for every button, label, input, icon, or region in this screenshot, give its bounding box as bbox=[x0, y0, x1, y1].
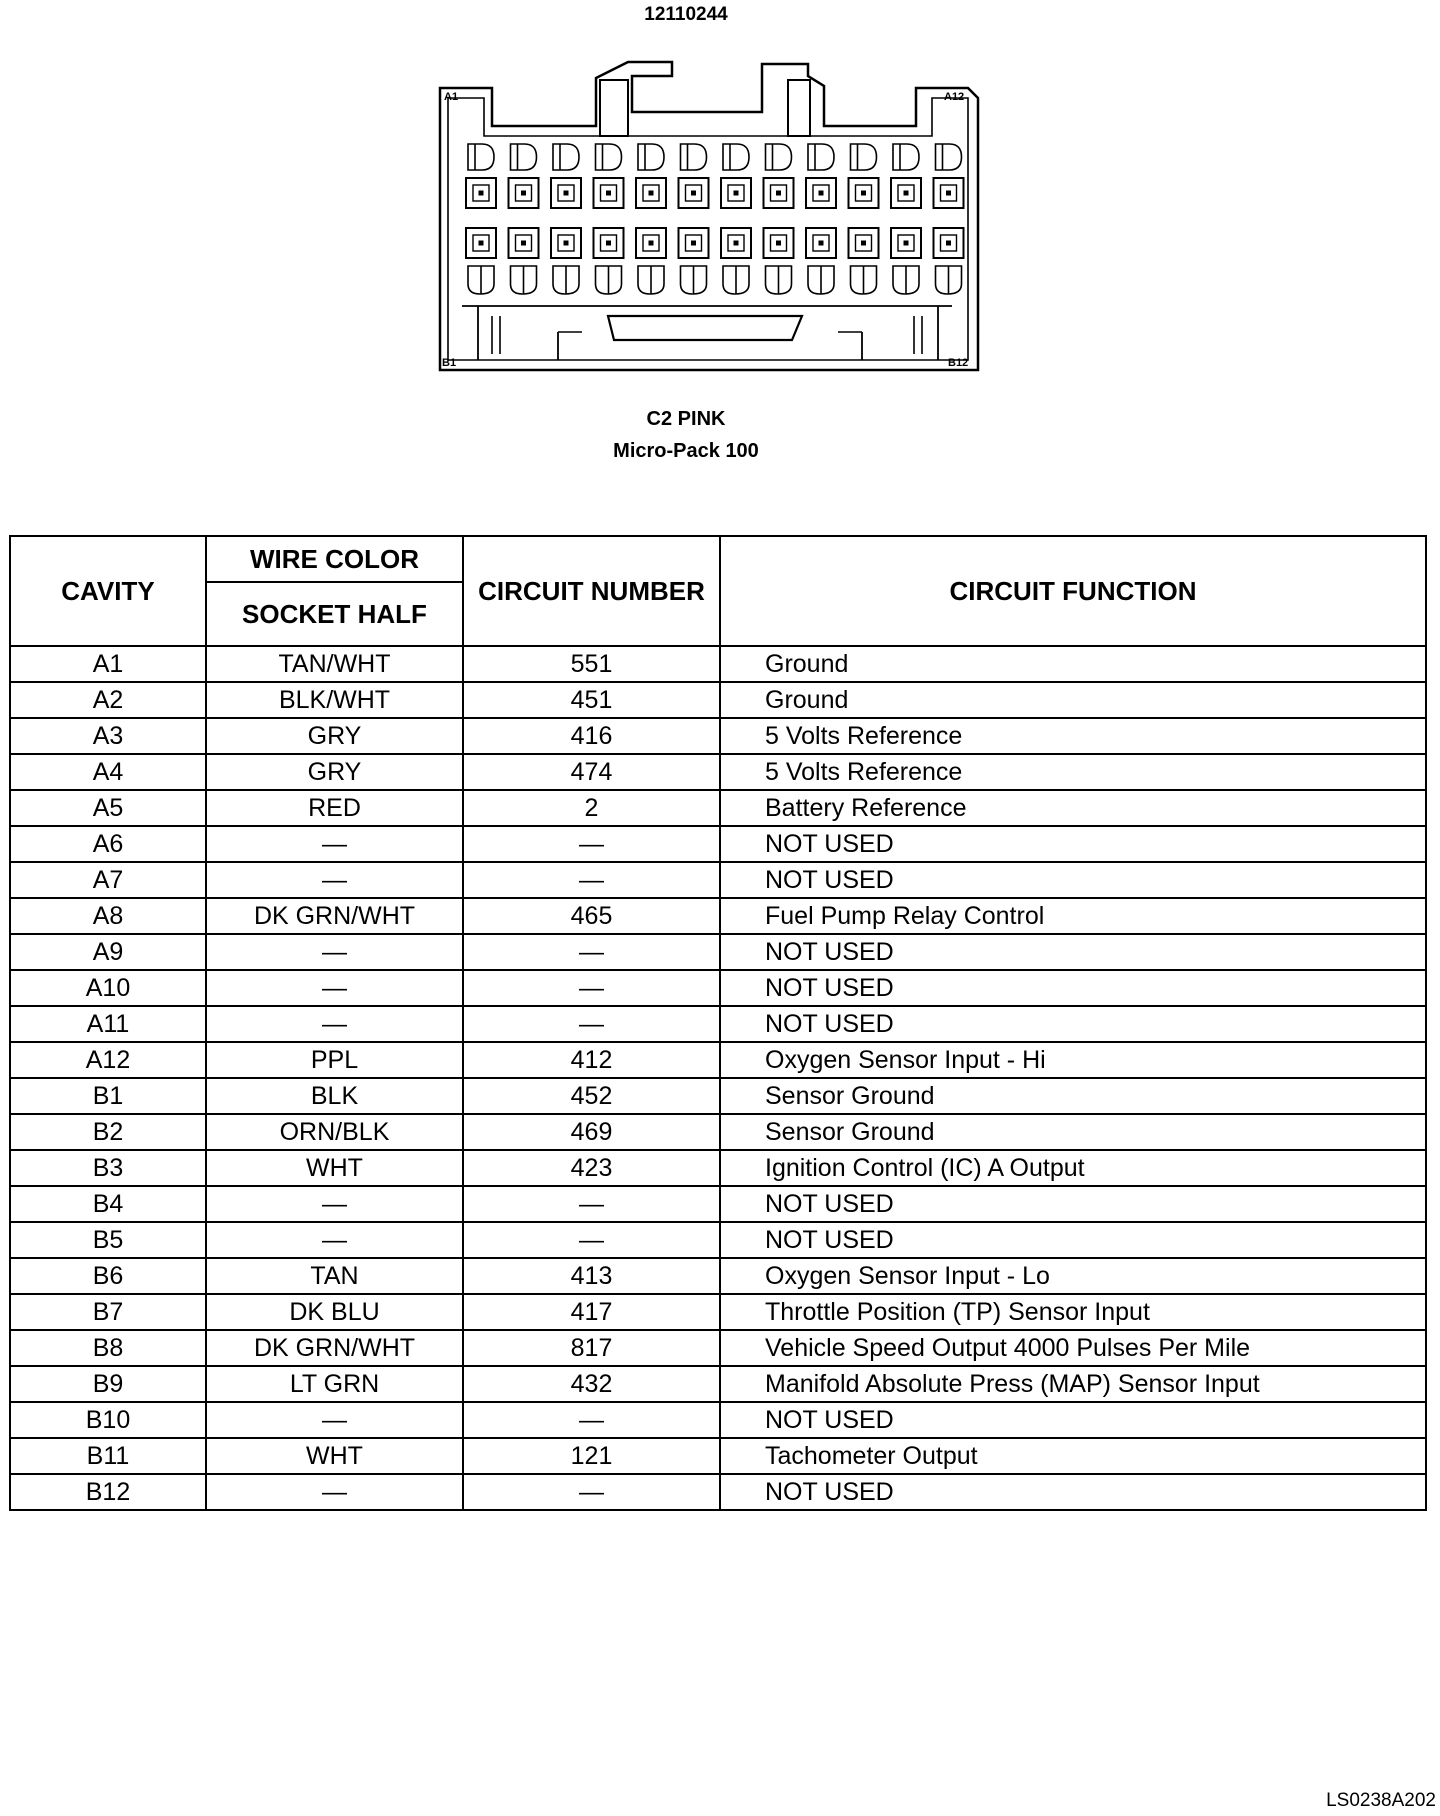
cavity-pin-a bbox=[734, 191, 738, 195]
cavity-pin-a bbox=[479, 191, 483, 195]
cavity-slot-top bbox=[553, 144, 579, 170]
header-circuit-number: CIRCUIT NUMBER bbox=[463, 536, 720, 646]
cell-circuit-number: — bbox=[463, 970, 720, 1006]
cell-circuit-number: — bbox=[463, 1222, 720, 1258]
cell-cavity: A12 bbox=[10, 1042, 206, 1078]
cell-cavity: A2 bbox=[10, 682, 206, 718]
cavity-slot-bottom bbox=[468, 266, 494, 294]
cell-circuit-function: 5 Volts Reference bbox=[720, 718, 1426, 754]
cavity-pin-a bbox=[777, 191, 781, 195]
cell-circuit-function: Tachometer Output bbox=[720, 1438, 1426, 1474]
cavity-pin-b bbox=[692, 241, 696, 245]
part-number: 12110244 bbox=[644, 4, 728, 25]
cell-circuit-function: Ground bbox=[720, 682, 1426, 718]
table-row bbox=[10, 682, 1426, 718]
cell-circuit-number: — bbox=[463, 862, 720, 898]
cell-wire-color: — bbox=[206, 1006, 463, 1042]
table-row bbox=[10, 646, 1426, 682]
table-row bbox=[10, 718, 1426, 754]
cell-cavity: B9 bbox=[10, 1366, 206, 1402]
cavity-pin-a bbox=[607, 191, 611, 195]
header-cavity: CAVITY bbox=[10, 536, 206, 646]
table-row bbox=[10, 1042, 1426, 1078]
cell-cavity: A5 bbox=[10, 790, 206, 826]
cell-circuit-number: 417 bbox=[463, 1294, 720, 1330]
cell-wire-color: DK GRN/WHT bbox=[206, 898, 463, 934]
cell-wire-color: PPL bbox=[206, 1042, 463, 1078]
table-row bbox=[10, 1366, 1426, 1402]
table-row bbox=[10, 790, 1426, 826]
cavity-grid bbox=[466, 144, 964, 294]
label-b12: B12 bbox=[948, 357, 969, 369]
cell-cavity: B4 bbox=[10, 1186, 206, 1222]
cavity-slot-bottom bbox=[766, 266, 792, 294]
table-row bbox=[10, 862, 1426, 898]
cell-cavity: B1 bbox=[10, 1078, 206, 1114]
cell-circuit-number: 412 bbox=[463, 1042, 720, 1078]
table-row bbox=[10, 754, 1426, 790]
cell-cavity: A11 bbox=[10, 1006, 206, 1042]
table-row bbox=[10, 1078, 1426, 1114]
cell-wire-color: GRY bbox=[206, 718, 463, 754]
cell-circuit-number: — bbox=[463, 826, 720, 862]
cell-circuit-number: 469 bbox=[463, 1114, 720, 1150]
connector-face-diagram bbox=[432, 54, 988, 376]
cavity-pin-a bbox=[649, 191, 653, 195]
cavity-slot-bottom bbox=[553, 266, 579, 294]
cavity-slot-bottom bbox=[893, 266, 919, 294]
cell-wire-color: ORN/BLK bbox=[206, 1114, 463, 1150]
cell-circuit-number: 817 bbox=[463, 1330, 720, 1366]
cavity-pin-b bbox=[777, 241, 781, 245]
cavity-pin-b bbox=[947, 241, 951, 245]
cavity-slot-top bbox=[511, 144, 537, 170]
cell-circuit-number: — bbox=[463, 934, 720, 970]
table-row bbox=[10, 1330, 1426, 1366]
cell-circuit-number: 423 bbox=[463, 1150, 720, 1186]
cavity-slot-top bbox=[893, 144, 919, 170]
cell-wire-color: — bbox=[206, 1186, 463, 1222]
cell-cavity: B7 bbox=[10, 1294, 206, 1330]
cell-circuit-function: NOT USED bbox=[720, 1222, 1426, 1258]
label-a12: A12 bbox=[944, 91, 965, 103]
cavity-pin-b bbox=[479, 241, 483, 245]
cell-cavity: B11 bbox=[10, 1438, 206, 1474]
cavity-slot-bottom bbox=[681, 266, 707, 294]
cell-circuit-number: — bbox=[463, 1474, 720, 1510]
label-b1: B1 bbox=[442, 357, 457, 369]
cell-circuit-function: NOT USED bbox=[720, 970, 1426, 1006]
cell-circuit-function: Oxygen Sensor Input - Hi bbox=[720, 1042, 1426, 1078]
cell-cavity: A7 bbox=[10, 862, 206, 898]
reference-code: LS0238A202 bbox=[1326, 1790, 1436, 1811]
cell-cavity: B10 bbox=[10, 1402, 206, 1438]
table-row bbox=[10, 970, 1426, 1006]
cavity-pin-b bbox=[734, 241, 738, 245]
cavity-slot-bottom bbox=[511, 266, 537, 294]
cavity-pin-b bbox=[564, 241, 568, 245]
cell-circuit-number: — bbox=[463, 1186, 720, 1222]
cavity-slot-bottom bbox=[808, 266, 834, 294]
cavity-slot-top bbox=[681, 144, 707, 170]
cavity-slot-top bbox=[638, 144, 664, 170]
connector-type: Micro-Pack 100 bbox=[613, 440, 759, 462]
cavity-pin-a bbox=[904, 191, 908, 195]
cell-wire-color: TAN bbox=[206, 1258, 463, 1294]
cell-circuit-function: Battery Reference bbox=[720, 790, 1426, 826]
cell-circuit-number: 413 bbox=[463, 1258, 720, 1294]
cavity-pin-b bbox=[819, 241, 823, 245]
right-bottom-bracket bbox=[838, 316, 922, 354]
table-row bbox=[10, 1402, 1426, 1438]
cavity-pin-a bbox=[692, 191, 696, 195]
cell-wire-color: — bbox=[206, 934, 463, 970]
cavity-pin-a bbox=[564, 191, 568, 195]
table-row bbox=[10, 1294, 1426, 1330]
cell-cavity: B6 bbox=[10, 1258, 206, 1294]
table-row bbox=[10, 1006, 1426, 1042]
cell-wire-color: — bbox=[206, 1474, 463, 1510]
table-row bbox=[10, 1222, 1426, 1258]
cavity-pin-a bbox=[947, 191, 951, 195]
cavity-pin-b bbox=[649, 241, 653, 245]
cell-cavity: B5 bbox=[10, 1222, 206, 1258]
header-wire-color: WIRE COLOR bbox=[206, 536, 463, 582]
cell-circuit-number: 474 bbox=[463, 754, 720, 790]
cell-cavity: B8 bbox=[10, 1330, 206, 1366]
cell-circuit-function: Fuel Pump Relay Control bbox=[720, 898, 1426, 934]
cell-cavity: A8 bbox=[10, 898, 206, 934]
cell-circuit-function: NOT USED bbox=[720, 862, 1426, 898]
cell-wire-color: BLK/WHT bbox=[206, 682, 463, 718]
cell-wire-color: TAN/WHT bbox=[206, 646, 463, 682]
cavity-slot-bottom bbox=[638, 266, 664, 294]
label-a1: A1 bbox=[444, 91, 459, 103]
connector-name: C2 PINK bbox=[646, 408, 726, 430]
cavity-slot-top bbox=[808, 144, 834, 170]
cell-circuit-function: NOT USED bbox=[720, 1186, 1426, 1222]
cell-circuit-function: NOT USED bbox=[720, 934, 1426, 970]
cell-circuit-function: Throttle Position (TP) Sensor Input bbox=[720, 1294, 1426, 1330]
table-row bbox=[10, 934, 1426, 970]
cavity-slot-top bbox=[851, 144, 877, 170]
cell-cavity: A6 bbox=[10, 826, 206, 862]
cavity-slot-bottom bbox=[723, 266, 749, 294]
table-row bbox=[10, 1438, 1426, 1474]
cavity-pin-a bbox=[819, 191, 823, 195]
table-row bbox=[10, 1150, 1426, 1186]
cell-circuit-number: 451 bbox=[463, 682, 720, 718]
cell-wire-color: GRY bbox=[206, 754, 463, 790]
cell-wire-color: WHT bbox=[206, 1150, 463, 1186]
cavity-slot-top bbox=[596, 144, 622, 170]
connector-bottom-frame bbox=[462, 306, 952, 360]
cell-circuit-number: — bbox=[463, 1402, 720, 1438]
left-bottom-bracket bbox=[492, 316, 582, 354]
cell-wire-color: DK BLU bbox=[206, 1294, 463, 1330]
cavity-slot-bottom bbox=[596, 266, 622, 294]
cavity-pin-a bbox=[862, 191, 866, 195]
cell-cavity: A10 bbox=[10, 970, 206, 1006]
cell-circuit-number: 465 bbox=[463, 898, 720, 934]
table-row bbox=[10, 1474, 1426, 1510]
cell-circuit-function: NOT USED bbox=[720, 1474, 1426, 1510]
cavity-slot-bottom bbox=[936, 266, 962, 294]
pinout-table bbox=[9, 535, 1427, 1511]
cell-wire-color: DK GRN/WHT bbox=[206, 1330, 463, 1366]
cell-circuit-function: Sensor Ground bbox=[720, 1078, 1426, 1114]
cell-wire-color: — bbox=[206, 1222, 463, 1258]
table-row bbox=[10, 1114, 1426, 1150]
cavity-slot-top bbox=[936, 144, 962, 170]
cell-wire-color: — bbox=[206, 1402, 463, 1438]
cell-circuit-number: 121 bbox=[463, 1438, 720, 1474]
cell-circuit-number: 2 bbox=[463, 790, 720, 826]
connector-housing-outline bbox=[440, 62, 978, 370]
cell-cavity: A4 bbox=[10, 754, 206, 790]
cavity-pin-b bbox=[522, 241, 526, 245]
cell-circuit-number: — bbox=[463, 1006, 720, 1042]
cavity-pin-b bbox=[904, 241, 908, 245]
cavity-slot-top bbox=[468, 144, 494, 170]
cavity-slot-top bbox=[723, 144, 749, 170]
cell-wire-color: — bbox=[206, 862, 463, 898]
cell-cavity: A1 bbox=[10, 646, 206, 682]
left-latch bbox=[600, 80, 628, 136]
cell-cavity: B3 bbox=[10, 1150, 206, 1186]
cavity-pin-a bbox=[522, 191, 526, 195]
cell-circuit-number: 432 bbox=[463, 1366, 720, 1402]
header-circuit-function: CIRCUIT FUNCTION bbox=[720, 536, 1426, 646]
table-row bbox=[10, 1258, 1426, 1294]
cell-circuit-function: Vehicle Speed Output 4000 Pulses Per Mile bbox=[720, 1330, 1426, 1366]
cell-circuit-function: Oxygen Sensor Input - Lo bbox=[720, 1258, 1426, 1294]
table-row bbox=[10, 1186, 1426, 1222]
header-socket-half: SOCKET HALF bbox=[206, 582, 463, 646]
cavity-pin-b bbox=[607, 241, 611, 245]
cell-wire-color: WHT bbox=[206, 1438, 463, 1474]
cell-circuit-function: NOT USED bbox=[720, 1402, 1426, 1438]
cavity-pin-b bbox=[862, 241, 866, 245]
cell-circuit-function: Sensor Ground bbox=[720, 1114, 1426, 1150]
cell-circuit-function: NOT USED bbox=[720, 1006, 1426, 1042]
cell-cavity: B2 bbox=[10, 1114, 206, 1150]
cell-cavity: A9 bbox=[10, 934, 206, 970]
cell-cavity: A3 bbox=[10, 718, 206, 754]
connector-key-slot bbox=[608, 316, 802, 340]
cell-circuit-number: 551 bbox=[463, 646, 720, 682]
cell-cavity: B12 bbox=[10, 1474, 206, 1510]
cell-circuit-function: Manifold Absolute Press (MAP) Sensor Input bbox=[720, 1366, 1426, 1402]
table-row bbox=[10, 826, 1426, 862]
cell-wire-color: — bbox=[206, 970, 463, 1006]
cell-circuit-function: NOT USED bbox=[720, 826, 1426, 862]
cell-circuit-function: Ground bbox=[720, 646, 1426, 682]
cell-wire-color: RED bbox=[206, 790, 463, 826]
cavity-slot-bottom bbox=[851, 266, 877, 294]
cell-circuit-number: 452 bbox=[463, 1078, 720, 1114]
cell-wire-color: LT GRN bbox=[206, 1366, 463, 1402]
cell-circuit-number: 416 bbox=[463, 718, 720, 754]
cell-circuit-function: 5 Volts Reference bbox=[720, 754, 1426, 790]
table-row bbox=[10, 898, 1426, 934]
cavity-slot-top bbox=[766, 144, 792, 170]
cell-wire-color: BLK bbox=[206, 1078, 463, 1114]
right-latch bbox=[788, 80, 810, 136]
cell-circuit-function: Ignition Control (IC) A Output bbox=[720, 1150, 1426, 1186]
cell-wire-color: — bbox=[206, 826, 463, 862]
